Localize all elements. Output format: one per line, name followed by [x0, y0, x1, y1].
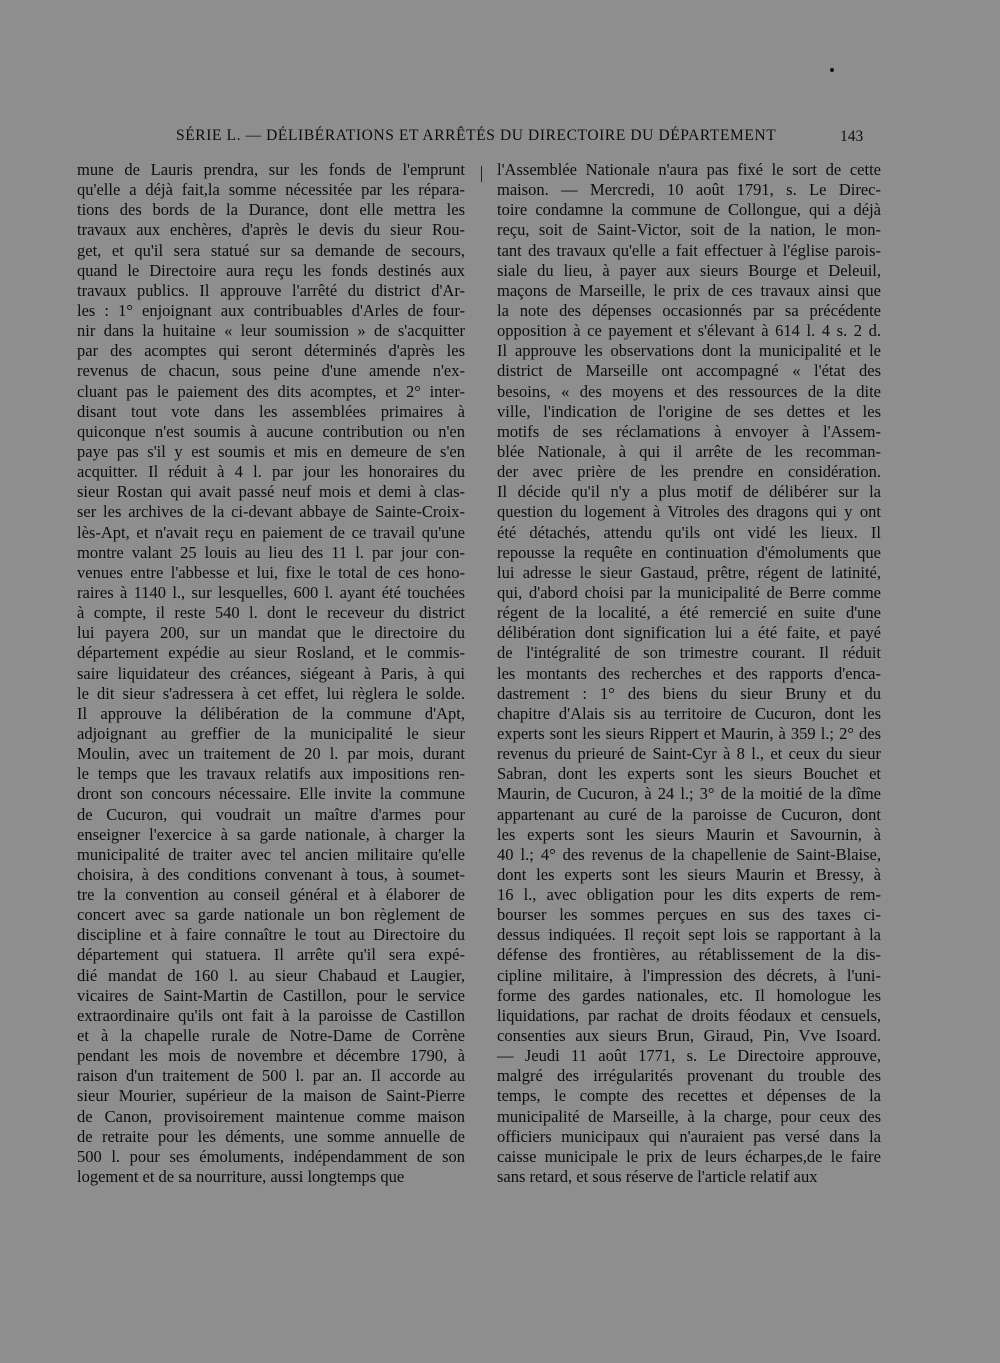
text-line: de Cucuron, qui voudrait un maître d'armes pour: [77, 804, 465, 824]
text-line: 500 l. pour ses émoluments, indépendamment de son: [77, 1146, 465, 1166]
text-line: revenus du prieuré de Saint-Cyr à 8 l., et ceux du sieur: [497, 744, 881, 764]
text-line: de retraite pour les déments, une somme annuelle de: [77, 1126, 465, 1146]
text-line: repousse la requête en continuation d'émoluments que: [497, 542, 881, 562]
text-line: blée Nationale, à qui il arrête de les recomman-: [497, 441, 881, 461]
text-line: 16 l., avec obligation pour les dits experts de rem-: [497, 885, 881, 905]
text-line: les montants des recherches et des rapports d'enca-: [497, 663, 881, 683]
right-text-column: [497, 160, 881, 1190]
text-line: officiers municipaux qui n'auraient pas versé dans la: [497, 1126, 881, 1146]
text-line: disant tout vote dans les assemblées primaires à: [77, 401, 465, 421]
text-line: saire liquidateur des créances, siégeant à Paris, à qui: [77, 663, 465, 683]
text-line: Il approuve les observations dont la municipalité et le: [497, 341, 881, 361]
text-line: mune de Lauris prendra, sur les fonds de l'emprunt: [77, 160, 465, 179]
text-line: raison d'un traitement de 500 l. par an. Il accorde au: [77, 1066, 465, 1086]
text-line: qui, d'abord choisi par la municipalité de Berre comme: [497, 582, 881, 602]
text-line: der avec prière de les prendre en considération.: [497, 462, 881, 482]
text-line: sieur Mourier, supérieur de la maison de Saint-Pierre: [77, 1086, 465, 1106]
text-line: quiconque n'est soumis à aucune contribution ou n'en: [77, 421, 465, 441]
text-line: enseigner l'exercice à sa garde nationale, à charger la: [77, 824, 465, 844]
text-line: le temps que les travaux relatifs aux impositions ren-: [77, 764, 465, 784]
page-header: [0, 127, 1000, 151]
text-line: temps, le compte des recettes et dépenses de la: [497, 1086, 881, 1106]
text-line: 40 l.; 4° des revenus de la chapellenie de Saint-Blaise,: [497, 844, 881, 864]
text-line: ser les archives de la ci-devant abbaye de Sainte-Croix-: [77, 502, 465, 522]
text-line: dont les experts sont les sieurs Maurin et Bressy, à: [497, 864, 881, 884]
text-line: Il approuve la délibération de la commune d'Apt,: [77, 703, 465, 723]
text-line: opposition à ce payement et s'élevant à 614 l. 4 s. 2 d.: [497, 321, 881, 341]
text-line: bourser les sommes perçues en sus des taxes ci-: [497, 905, 881, 925]
text-line: municipalité de traiter avec tel ancien militaire qu'elle: [77, 844, 465, 864]
text-line: caisse municipale le prix de leurs écharpes,de le faire: [497, 1146, 881, 1166]
text-line: adjoignant au greffier de la municipalité le sieur: [77, 723, 465, 743]
text-line: — Jeudi 11 août 1771, s. Le Directoire approuve,: [497, 1046, 881, 1066]
text-line: travaux aux enchères, d'après le devis du sieur Rou-: [77, 220, 465, 240]
text-line: discipline et à faire connaître le tout au Directoire du: [77, 925, 465, 945]
text-line: question du logement à Vitroles des dragons qui y ont: [497, 502, 881, 522]
text-line: concert avec sa garde nationale un bon règlement de: [77, 905, 465, 925]
text-line: paye pas s'il y est soumis et mis en demeure de s'en: [77, 441, 465, 461]
text-line: choisira, à des conditions convenant à tous, à soumet-: [77, 864, 465, 884]
text-line: nir dans la huitaine « leur soumission » de s'acquitter: [77, 321, 465, 341]
text-line: dastrement : 1° des biens du sieur Bruny et du: [497, 683, 881, 703]
text-line: raires à 1140 l., sur lesquelles, 600 l. ayant été touchées: [77, 582, 465, 602]
left-text-column: [77, 160, 465, 1190]
text-line: appartenant au curé de la paroisse de Cucuron, dont: [497, 804, 881, 824]
text-line: département qui statuera. Il arrête qu'il sera expé-: [77, 945, 465, 965]
text-line: cipline militaire, à l'impression des décrets, à l'uni-: [497, 965, 881, 985]
text-line: dié mandat de 160 l. au sieur Chabaud et Laugier,: [77, 965, 465, 985]
text-line: siale du lieu, à payer aux sieurs Bourge et Deleuil,: [497, 260, 881, 280]
text-line: experts sont les sieurs Rippert et Maurin, à 359 l.; 2° des: [497, 723, 881, 743]
text-line: dessus indiquées. Il reçoit sept lois se rapportant à la: [497, 925, 881, 945]
text-line: et à la chapelle rurale de Notre-Dame de Corrène: [77, 1026, 465, 1046]
text-line: district de Marseille ont accompagné « l'état des: [497, 361, 881, 381]
text-line: besoins, « des moyens et des ressources de la dite: [497, 381, 881, 401]
text-line: qu'elle a déjà fait,la somme nécessitée par les répara-: [77, 180, 465, 200]
text-line: lui adresse le sieur Gastaud, prêtre, régent de latinité,: [497, 562, 881, 582]
text-line: ville, l'indication de l'origine de ses dettes et les: [497, 401, 881, 421]
text-line: de Canon, provisoirement maintenue comme maison: [77, 1106, 465, 1126]
text-line: Maurin, de Cucuron, à 24 l.; 3° de la moitié de la dîme: [497, 784, 881, 804]
text-line: délibération dont signification lui a été faite, et payé: [497, 623, 881, 643]
text-line: à compte, il reste 540 l. dont le receveur du district: [77, 603, 465, 623]
text-line: extraordinaire qu'ils ont fait à la paroisse de Castillon: [77, 1005, 465, 1025]
text-line: malgré des irrégularités provenant du trouble des: [497, 1066, 881, 1086]
text-line: reçu, soit de Saint-Victor, soit de la nation, le mon-: [497, 220, 881, 240]
text-line: tions des bords de la Durance, dont elle mettra les: [77, 200, 465, 220]
text-line: venues entre l'abbesse et lui, fixe le total de ces hono-: [77, 562, 465, 582]
running-header-title: SÉRIE L. — DÉLIBÉRATIONS ET ARRÊTÉS DU DIRECTOIRE DU DÉPARTEMENT: [176, 127, 777, 144]
text-line: de l'intégralité de son trimestre courant. Il réduit: [497, 643, 881, 663]
text-line: chapitre d'Alais sis au territoire de Cucuron, dont les: [497, 703, 881, 723]
text-line: travaux publics. Il approuve l'arrêté du district d'Ar-: [77, 280, 465, 300]
text-line: été détachés, attendu qu'ils ont vidé les lieux. Il: [497, 522, 881, 542]
column-rule: [481, 166, 482, 182]
text-line: par des acomptes qui seront déterminés d'après les: [77, 341, 465, 361]
text-line: les : 1° enjoignant aux contribuables d'Arles de four-: [77, 300, 465, 320]
text-line: l'Assemblée Nationale n'aura pas fixé le sort de cette: [497, 160, 881, 179]
text-line: pendant les mois de novembre et décembre 1790, à: [77, 1046, 465, 1066]
text-line: la note des dépenses occasionnés par sa précédente: [497, 300, 881, 320]
text-line: logement et de sa nourriture, aussi longtemps que: [77, 1167, 405, 1187]
text-line: tre la convention au conseil général et à élaborer de: [77, 885, 465, 905]
text-line: défense des frontières, au rétablissement de la dis-: [497, 945, 881, 965]
text-line: département expédie au sieur Rosland, et le commis-: [77, 643, 465, 663]
text-line: get, et qu'il sera statué sur sa demande de secours,: [77, 240, 465, 260]
text-line: acquitter. Il réduit à 4 l. par jour les honoraires du: [77, 462, 465, 482]
text-line: sans retard, et sous réserve de l'article relatif aux: [497, 1167, 818, 1187]
text-line: Sabran, dont les experts sont les sieurs Bouchet et: [497, 764, 881, 784]
text-line: régent de la localité, a été remercié en suite d'une: [497, 603, 881, 623]
text-line: les experts sont les sieurs Maurin et Savournin, à: [497, 824, 881, 844]
text-line: Il décide qu'il n'y a plus motif de délibérer sur la: [497, 482, 881, 502]
text-line: montre valant 25 louis au lieu des 11 l. par jour con-: [77, 542, 465, 562]
text-line: sieur Rostan qui avait passé neuf mois et demi à clas-: [77, 482, 465, 502]
text-line: municipalité de Marseille, à la charge, pour ceux des: [497, 1106, 881, 1126]
text-line: dront son concours nécessaire. Elle invite la commune: [77, 784, 465, 804]
text-line: consenties aux sieurs Brun, Giraud, Pin, Vve Isoard.: [497, 1026, 881, 1046]
page-number: 143: [840, 128, 864, 145]
text-line: lui payera 200, sur un mandat que le directoire du: [77, 623, 465, 643]
text-line: revenus de chacun, sous peine d'une amende n'ex-: [77, 361, 465, 381]
text-line: cluant pas le paiement des dits acomptes, et 2° inter-: [77, 381, 465, 401]
text-line: maçons de Marseille, le prix de ces travaux ainsi que: [497, 280, 881, 300]
text-line: vicaires de Saint-Martin de Castillon, pour le service: [77, 985, 465, 1005]
ink-speck: [830, 68, 834, 72]
text-line: lès-Apt, et n'avait reçu en paiement de ce travail qu'une: [77, 522, 465, 542]
text-line: toire condamne la commune de Collongue, qui a déjà: [497, 200, 881, 220]
text-line: tant des travaux qu'elle a fait effectuer à l'église parois-: [497, 240, 881, 260]
text-line: motifs de ses réclamations à envoyer à l'Assem-: [497, 421, 881, 441]
text-line: liquidations, par rachat de droits féodaux et censuels,: [497, 1005, 881, 1025]
text-line: forme des gardes nationales, etc. Il homologue les: [497, 985, 881, 1005]
text-line: maison. — Mercredi, 10 août 1791, s. Le Direc-: [497, 180, 881, 200]
text-line: Moulin, avec un traitement de 20 l. par mois, durant: [77, 744, 465, 764]
text-line: quand le Directoire aura reçu les fonds destinés aux: [77, 260, 465, 280]
text-line: le dit sieur s'adressera à cet effet, lui règlera le solde.: [77, 683, 465, 703]
